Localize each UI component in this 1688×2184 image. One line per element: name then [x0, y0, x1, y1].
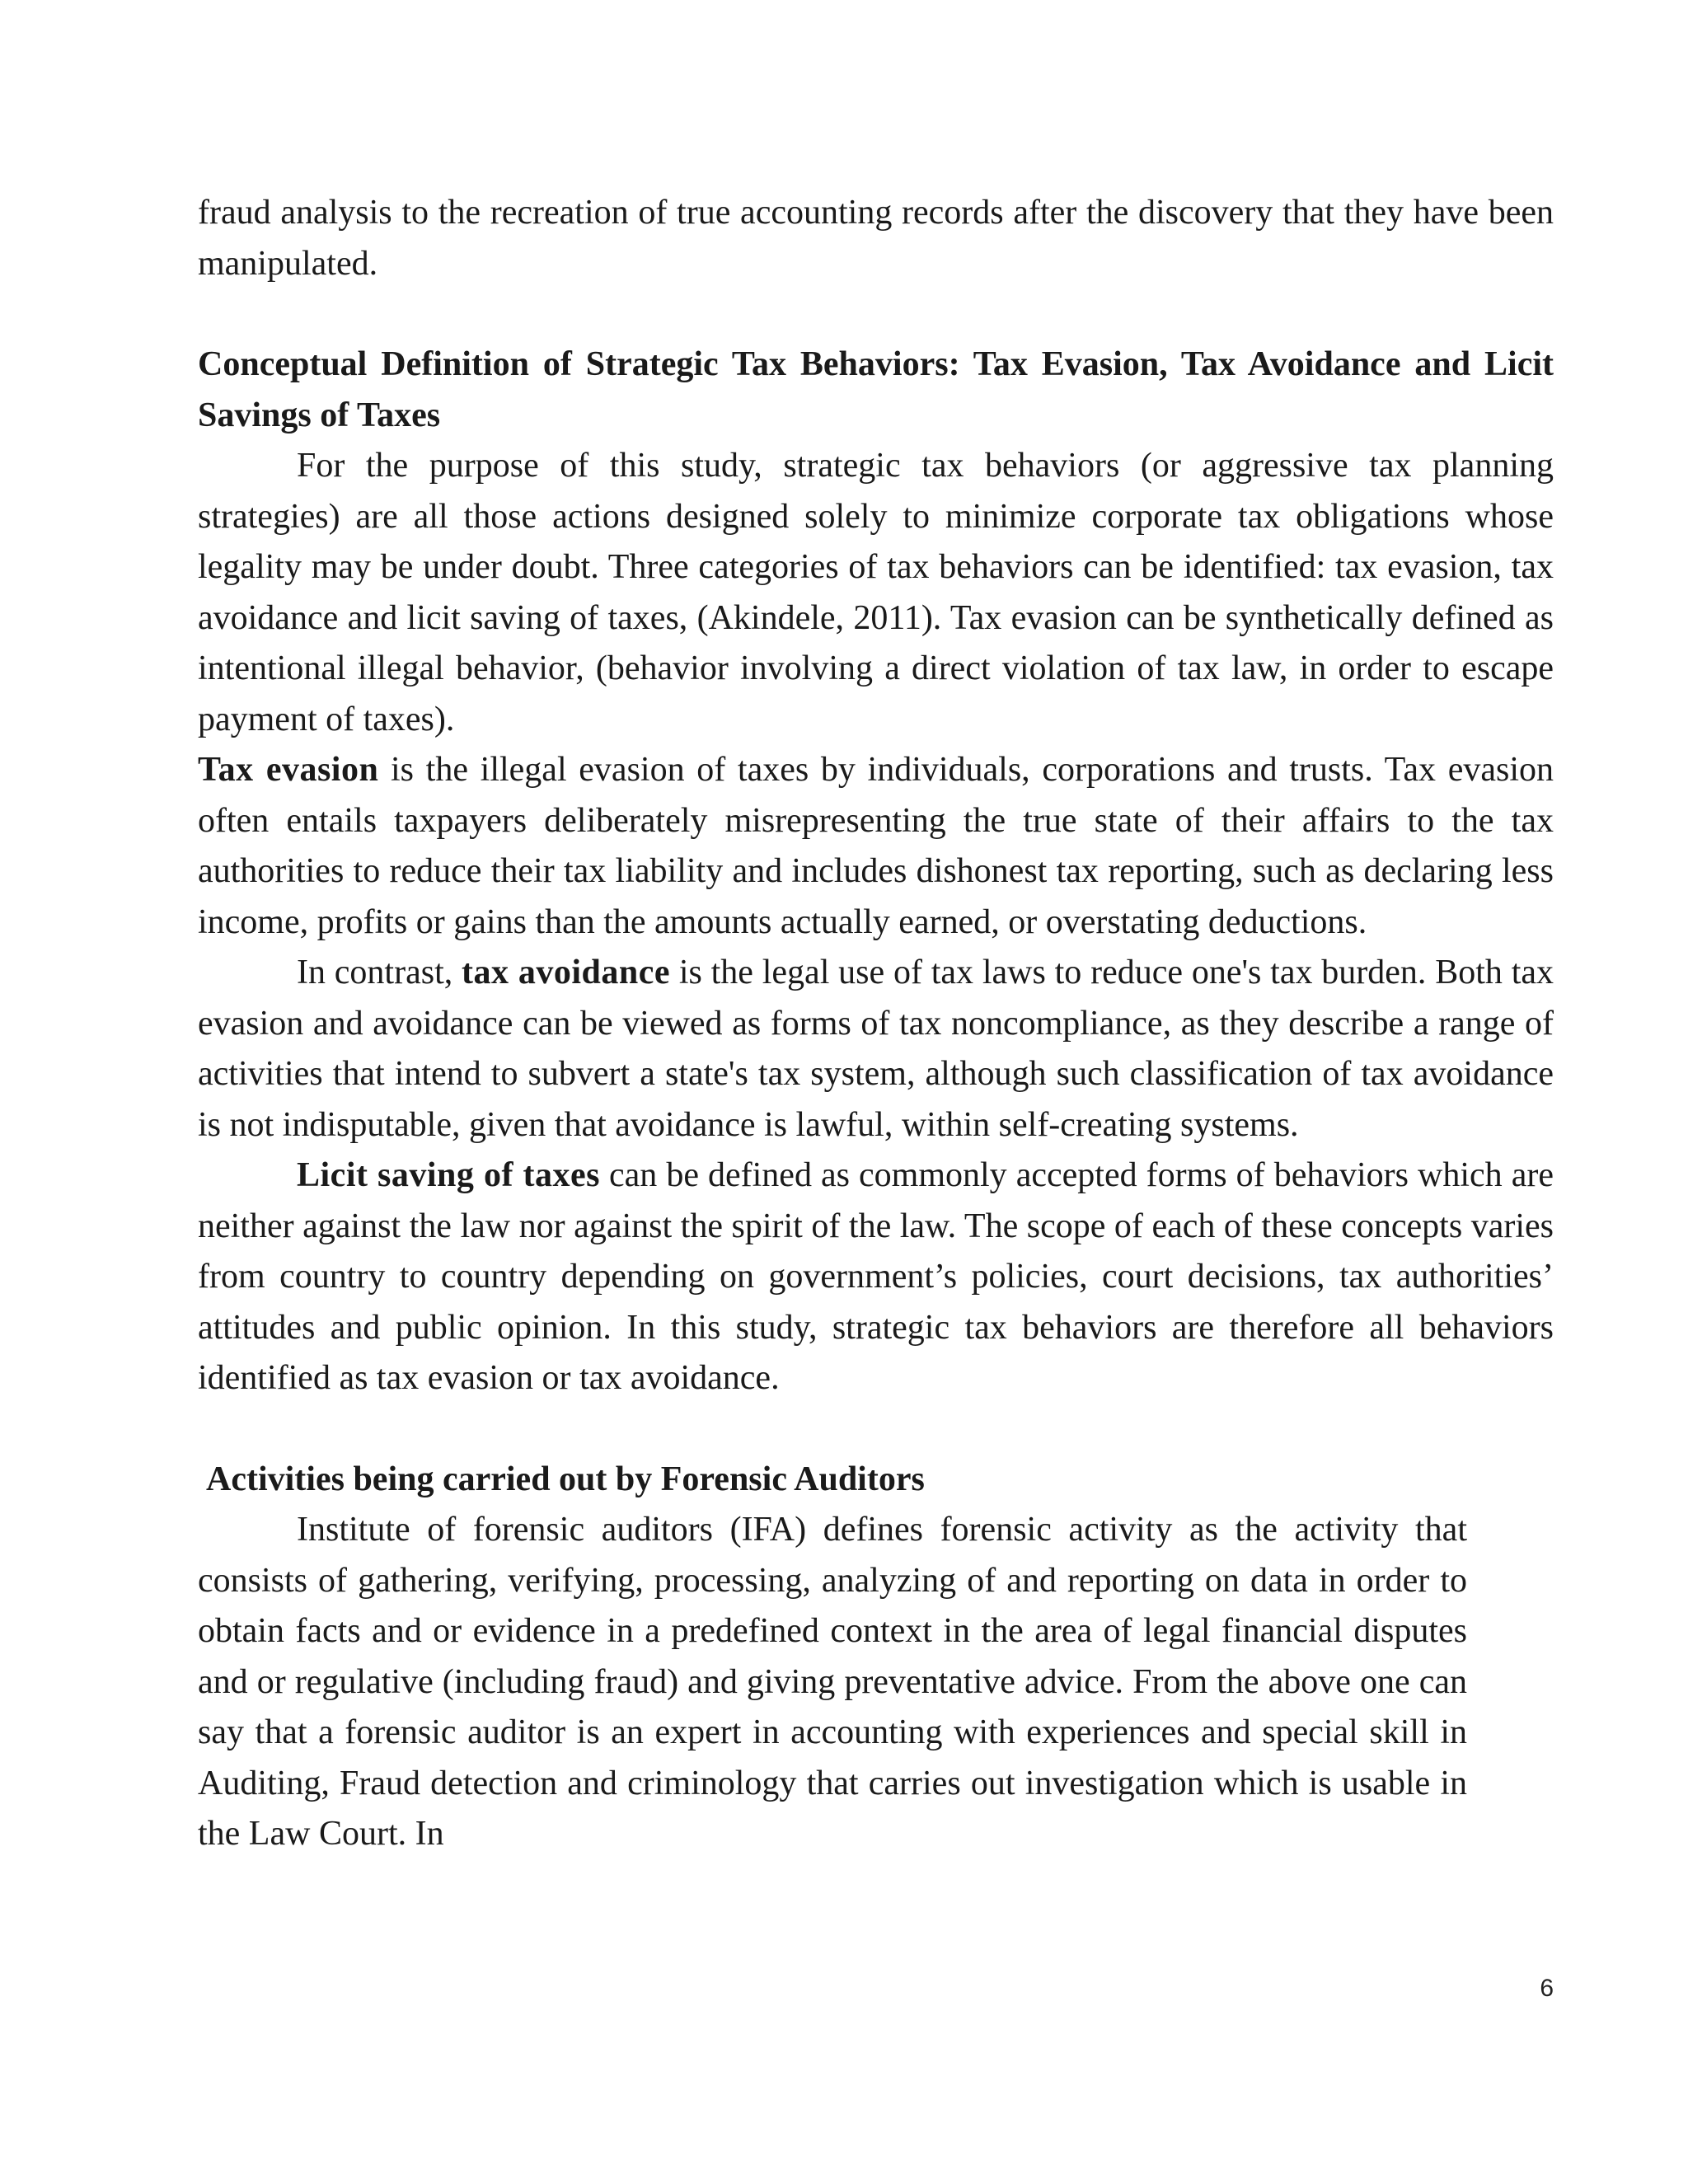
paragraph-tax-evasion	[198, 745, 1554, 948]
paragraph-strategic-tax-behaviors: For the purpose of this study, strategic tax behaviors (or aggressive tax planning strategies) are all those actions designed solely to minimize corporate tax obligations whose legality may be under doubt. Three categories of tax behaviors can be identified: tax evasion, tax avoidance and licit saving of taxes, (Akindele, 2011). Tax evasion can be synthetically defined as intentional illegal behavior, (behavior involving a direct violation of tax law, in order to escape payment of taxes).	[198, 447, 1554, 738]
section-heading-forensic-auditors: Activities being carried out by Forensic Auditors	[206, 1460, 925, 1498]
spacer	[198, 1404, 1554, 1455]
document-body	[198, 188, 1554, 1860]
paragraph-forensic-activity: Institute of forensic auditors (IFA) defines forensic activity as the activity that consists of gathering, verifying, processing, analyzing of and reporting on data in order to obtain facts and or evidence in a predefined context in the area of legal financial disputes and or regulative (including fraud) and giving preventative advice. From the above one can say that a forensic auditor is an expert in accounting with experiences and special skill in Auditing, Fraud detection and criminology that carries out investigation which is usable in the Law Court. In	[198, 1511, 1467, 1853]
paragraph-licit-saving-text: can be defined as commonly accepted forms of behaviors which are neither against the law nor against the spirit of the law. The scope of each of these concepts varies from country to country depending on government’s policies, court decisions, tax authorities’ attitudes and public opinion. In this study, strategic tax behaviors are therefore all behaviors identified as tax evasion or tax avoidance.	[198, 1156, 1554, 1397]
paragraph-tax-avoidance-lead: In contrast,	[297, 954, 462, 991]
spacer	[198, 289, 1554, 340]
paragraph-tax-evasion-text: is the illegal evasion of taxes by individuals, corporations and trusts. Tax evasion often entails taxpayers deliberately misrepresenting the true state of their affairs to the tax authorities to reduce their tax liability and includes dishonest tax reporting, such as declaring less income, profits or gains than the amounts actually earned, or overstating deductions.	[198, 751, 1554, 941]
paragraph-licit-saving	[198, 1151, 1554, 1404]
paragraph-tax-avoidance-text: is the legal use of tax laws to reduce one's tax burden. Both tax evasion and avoidance can be viewed as forms of tax noncompliance, as they describe a range of activities that intend to subvert a state's tax system, although such classification of tax avoidance is not indisputable, given that avoidance is lawful, within self-creating systems.	[198, 954, 1554, 1144]
term-tax-avoidance: tax avoidance	[462, 954, 671, 991]
section-heading-tax-behaviors: Conceptual Definition of Strategic Tax Behaviors: Tax Evasion, Tax Avoidance and Licit Savings of Taxes	[198, 345, 1554, 434]
page-number: 6	[1540, 1975, 1554, 2002]
term-tax-evasion: Tax evasion	[198, 751, 379, 789]
term-licit-saving: Licit saving of taxes	[297, 1156, 600, 1194]
intro-paragraph: fraud analysis to the recreation of true accounting records after the discovery that they have been manipulated.	[198, 194, 1554, 283]
paragraph-tax-avoidance	[198, 948, 1554, 1151]
